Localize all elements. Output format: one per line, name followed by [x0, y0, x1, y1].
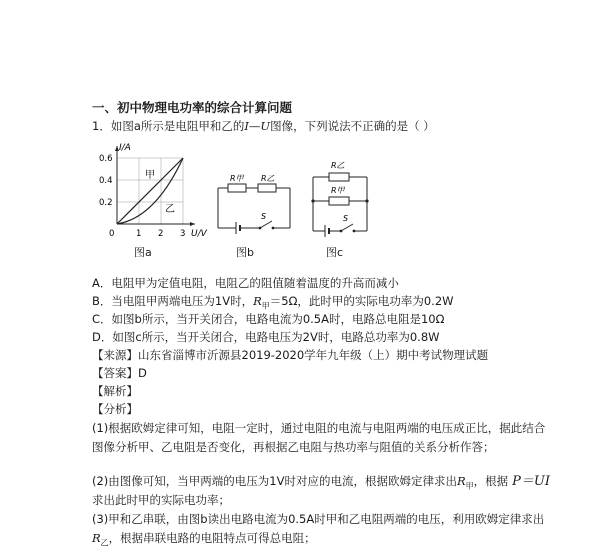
resistor-yi-b	[258, 184, 276, 192]
curve-jia-label: 甲	[145, 170, 155, 181]
question-stem	[92, 119, 435, 134]
analysis-p1-line1: (1)根据欧姆定律可知，电阻一定时，通过电阻的电流与电阻两端的电压成正比，据此结合	[92, 421, 546, 435]
parse-label: 【解析】	[92, 384, 138, 398]
analysis-p2-line2: 求出此时甲的实际电功率；	[92, 493, 230, 507]
option-d: D．如图c所示，当开关闭合，电路电压为2V时，电路总功率为0.8W	[92, 330, 440, 344]
analysis-label: 【分析】	[92, 402, 138, 416]
figure-c-caption: 图c	[326, 246, 344, 259]
x-tick-0: 0	[109, 229, 115, 239]
option-b-sub: 甲	[261, 301, 270, 311]
x-tick-2: 2	[158, 229, 164, 239]
r-jia-label-b: R甲	[230, 174, 244, 183]
x-tick-1: 1	[136, 229, 142, 239]
x-axis-label: U/V	[191, 229, 207, 239]
analysis-p1-line2: 图像分析甲、乙电阻是否变化，再根据乙电阻与热功率与阻值的关系分析作答；	[92, 440, 495, 454]
section-title: 一、初中物理电功率的综合计算问题	[92, 100, 293, 115]
question-iu: I—U	[244, 119, 271, 133]
resistor-yi-c	[329, 173, 349, 181]
analysis-p2-r: R	[456, 474, 466, 488]
answer-line: 【答案】D	[92, 366, 147, 380]
y-tick-0.4: 0.4	[99, 176, 113, 186]
y-tick-0.2: 0.2	[99, 198, 113, 208]
option-b-r: R	[253, 294, 262, 308]
analysis-p2-formula: P＝UI	[512, 474, 550, 489]
figure-b-circuit	[210, 170, 300, 240]
switch-label-b: S	[261, 212, 267, 221]
analysis-p3-line1: (3)甲和乙串联，由图b读出电路电流为0.5A时甲和乙电阻两端的电压，利用欧姆定律求出	[92, 512, 545, 526]
option-a: A．电阻甲为定值电阻，电阻乙的阻值随着温度的升高而减小	[92, 276, 399, 290]
option-b	[92, 294, 454, 313]
resistor-jia-b	[228, 184, 246, 192]
figure-a-caption: 图a	[134, 246, 152, 259]
question-stem-prefix: 如图a所示是电阻甲和乙的	[110, 119, 245, 133]
switch-blade-b	[260, 221, 272, 228]
question-number: 1．	[92, 119, 111, 133]
question-stem-suffix: 图像，下列说法不正确的是（ ）	[270, 119, 435, 133]
analysis-p2-pre: (2)由图像可知，当甲两端的电压为1V时对应的电流，根据欧姆定律求出	[92, 474, 457, 488]
source-line: 【来源】山东省淄博市沂源县2019-2020学年九年级（上）期中考试物理试题	[92, 348, 489, 362]
switch-blade-c	[341, 224, 353, 231]
analysis-p3-post: ，根据串联电路的电阻特点可得总电阻；	[108, 531, 316, 545]
y-axis-label: I/A	[119, 143, 131, 153]
analysis-p2-line1	[92, 474, 550, 493]
analysis-p2-sub: 甲	[465, 481, 474, 491]
switch-label-c: S	[343, 214, 349, 223]
r-yi-label-b: R乙	[261, 174, 275, 183]
y-tick-0.6: 0.6	[99, 154, 113, 164]
x-tick-3: 3	[180, 229, 186, 239]
resistor-jia-c	[329, 197, 349, 205]
curve-yi-label: 乙	[165, 204, 175, 215]
option-b-prefix: B．当电阻甲两端电压为1V时，	[92, 294, 254, 308]
x-axis-arrow	[190, 222, 195, 226]
analysis-p2-mid: ，根据	[473, 474, 509, 488]
analysis-p3-sub: 乙	[100, 538, 109, 548]
figure-c-circuit	[305, 155, 375, 243]
r-jia-label-c: R甲	[331, 186, 345, 195]
analysis-p3-r: R	[92, 531, 101, 545]
analysis-p3-line2	[92, 531, 316, 550]
figure-a-graph	[95, 140, 215, 240]
r-yi-label-c: R乙	[331, 161, 345, 170]
option-c: C．如图b所示，当开关闭合，电路电流为0.5A时，电路总电阻是10Ω	[92, 312, 445, 326]
figure-b-caption: 图b	[236, 246, 254, 259]
option-b-post: ＝5Ω，此时甲的实际电功率为0.2W	[269, 294, 454, 308]
